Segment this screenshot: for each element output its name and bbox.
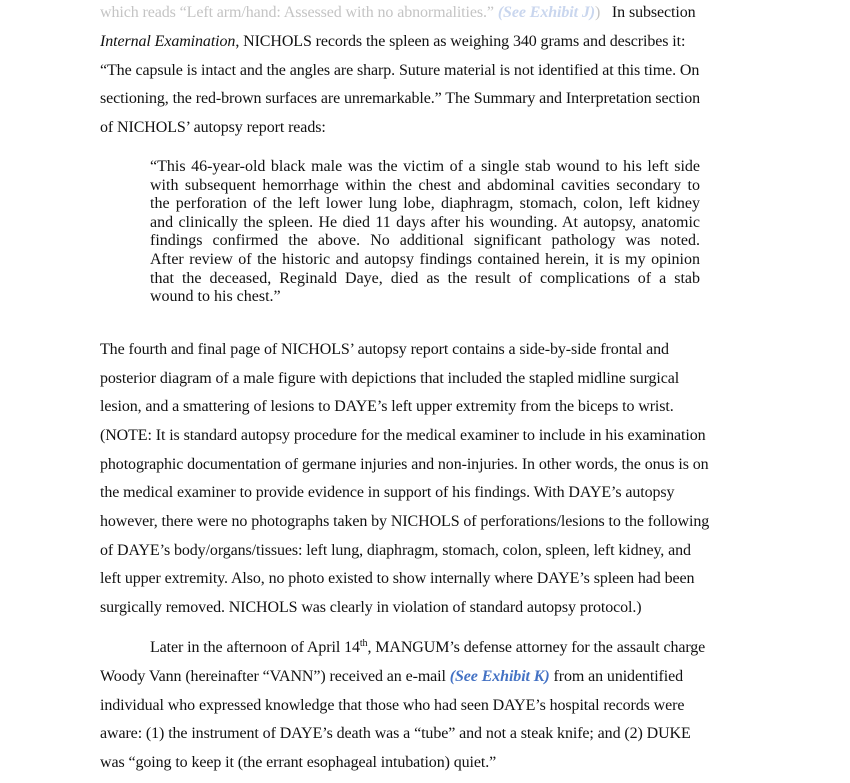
line-text: from an unidentified [549, 668, 684, 685]
quote-line: and clinically the spleen. He died 11 days after his wounding. At autopsy, anatomic [150, 213, 700, 231]
quote-line: the perforation of the left lower lung lobe, diaphragm, stomach, colon, left kidney [150, 195, 700, 213]
close-paren: ) [594, 4, 601, 21]
paragraph-2-line: surgically removed. NICHOLS was clearly in violation of standard autopsy protocol.) [100, 599, 642, 616]
paragraph-1-line-5: of NICHOLS’ autopsy report reads: [100, 119, 326, 136]
ordinal-suffix: th [359, 638, 368, 649]
line-text: , MANGUM’s defense attorney for the assault charge [367, 639, 706, 656]
line-text: Later in the afternoon of April 14 [150, 639, 360, 656]
block-quote [150, 158, 700, 307]
quote-line: After review of the historic and autopsy findings contained herein, it is my opinion [150, 250, 700, 268]
line-text: , NICHOLS records the spleen as weighing 340 grams and describes it: [235, 33, 686, 50]
line-text: In subsection [611, 4, 696, 21]
paragraph-2-line: lesion, and a smattering of lesions to DAYE’s left upper extremity from the biceps to wrist. [100, 398, 674, 415]
paragraph-2-line: the medical examiner to provide evidence in support of his findings. With DAYE’s autopsy [100, 484, 675, 501]
paragraph-3-line-3: individual who expressed knowledge that those who had seen DAYE’s hospital records were [100, 697, 685, 714]
paragraph-3-line-5: was “going to keep it (the errant esophageal intubation) quiet.” [100, 754, 497, 771]
paragraph-1-line-2 [100, 32, 685, 52]
paragraph-2-line: however, there were no photographs taken by NICHOLS of perforations/lesions to the following [100, 513, 710, 530]
exhibit-j-link[interactable]: (See Exhibit J) [497, 4, 595, 21]
quote-line: findings confirmed the above. No additional significant pathology was noted. [150, 232, 700, 250]
paragraph-2-line: posterior diagram of a male figure with depictions that included the stapled midline surgical [100, 370, 680, 387]
internal-examination-italic: Internal Examination [100, 33, 236, 50]
paragraph-2-line: The fourth and final page of NICHOLS’ autopsy report contains a side-by-side frontal and [100, 341, 669, 358]
paragraph-3-line-2 [100, 667, 683, 687]
paragraph-3-line-1 [150, 638, 705, 658]
paragraph-1-line-3: “The capsule is intact and the angles are sharp. Suture material is not identified at this time. On [100, 62, 700, 79]
quote-line: “This 46-year-old black male was the victim of a single stab wound to his left side [150, 158, 700, 175]
paragraph-2-line: photographic documentation of germane injuries and non-injuries. In other words, the onus is on [100, 456, 709, 473]
quote-line: with subsequent hemorrhage within the chest and abdominal cavities secondary to [150, 176, 700, 194]
paragraph-2-line: of DAYE’s body/organs/tissues: left lung, diaphragm, stomach, colon, spleen, left kidney, and [100, 542, 691, 559]
quote-line: wound to his chest.” [150, 288, 281, 306]
paragraph-1-line-1 [100, 3, 696, 23]
paragraph-2-line: left upper extremity. Also, no photo existed to show internally where DAYE’s spleen had been [100, 570, 695, 587]
quote-line: that the deceased, Reginald Daye, died as the result of complications of a stab [150, 269, 700, 287]
faded-text: which reads “Left arm/hand: Assessed with no abnormalities.” [100, 4, 494, 21]
line-text: Woody Vann (hereinafter “VANN”) received an e-mail [100, 668, 450, 685]
paragraph-2-line: (NOTE: It is standard autopsy procedure for the medical examiner to include in his examination [100, 427, 706, 444]
paragraph-3-line-4: aware: (1) the instrument of DAYE’s death was a “tube” and not a steak knife; and (2) DUKE [100, 725, 691, 742]
paragraph-1-line-4: sectioning, the red-brown surfaces are unremarkable.” The Summary and Interpretation section [100, 90, 701, 107]
exhibit-k-link[interactable]: (See Exhibit K) [449, 668, 550, 685]
